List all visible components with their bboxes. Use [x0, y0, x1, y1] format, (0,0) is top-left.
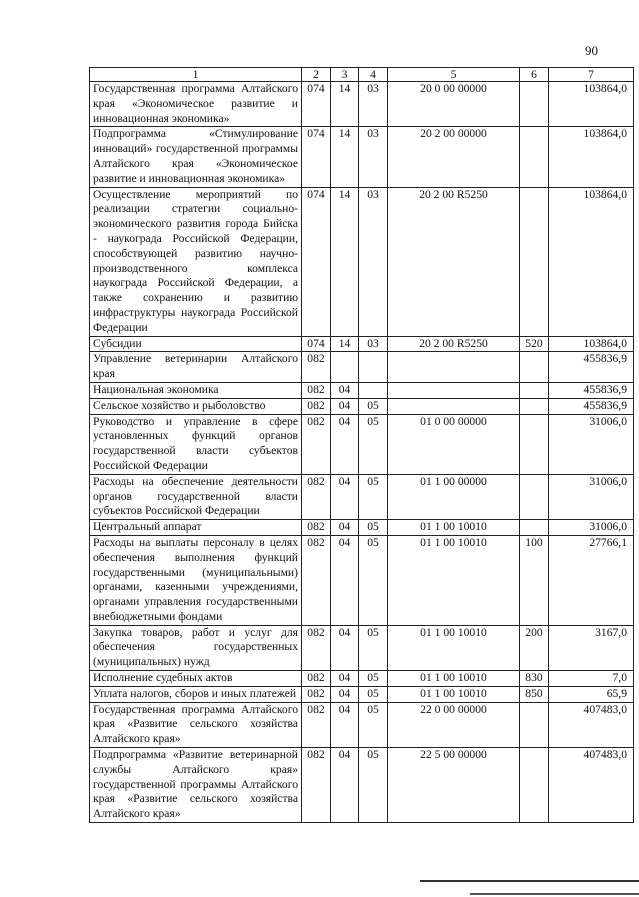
expense-type-cell: 200 [520, 625, 549, 670]
target-item-cell: 22 5 00 00000 [388, 748, 520, 823]
section-code-cell: 14 [331, 336, 359, 352]
expense-type-cell [520, 702, 549, 747]
table-row [90, 336, 634, 352]
expense-type-cell [520, 187, 549, 336]
expense-type-cell: 520 [520, 336, 549, 352]
target-item-cell: 22 0 00 00000 [388, 702, 520, 747]
target-item-cell: 20 2 00 R5250 [388, 336, 520, 352]
table-row [90, 474, 634, 519]
section-code-cell: 04 [331, 625, 359, 670]
amount-cell: 31006,0 [549, 474, 634, 519]
expense-type-cell [520, 474, 549, 519]
admin-code-cell: 074 [302, 187, 331, 336]
amount-cell: 407483,0 [549, 702, 634, 747]
section-code-cell: 04 [331, 535, 359, 625]
admin-code-cell: 082 [302, 535, 331, 625]
target-item-cell: 01 1 00 10010 [388, 625, 520, 670]
admin-code-cell: 082 [302, 414, 331, 474]
section-code-cell: 14 [331, 127, 359, 187]
section-code-cell: 04 [331, 414, 359, 474]
expense-type-cell [520, 398, 549, 414]
row-name-cell: Центральный аппарат [90, 520, 302, 536]
subsection-code-cell: 03 [359, 187, 388, 336]
target-item-cell: 20 0 00 00000 [388, 82, 520, 127]
expense-type-cell: 830 [520, 671, 549, 687]
amount-cell: 3167,0 [549, 625, 634, 670]
section-code-cell [331, 352, 359, 383]
row-name-cell: Уплата налогов, сборов и иных платежей [90, 686, 302, 702]
expense-type-cell [520, 414, 549, 474]
target-item-cell: 01 1 00 10010 [388, 686, 520, 702]
expense-type-cell [520, 748, 549, 823]
row-name-cell: Национальная экономика [90, 382, 302, 398]
admin-code-cell: 082 [302, 625, 331, 670]
amount-cell: 27766,1 [549, 535, 634, 625]
subsection-code-cell: 05 [359, 535, 388, 625]
target-item-cell: 20 2 00 00000 [388, 127, 520, 187]
admin-code-cell: 082 [302, 382, 331, 398]
row-name-cell: Сельское хозяйство и рыболовство [90, 398, 302, 414]
subsection-code-cell: 05 [359, 671, 388, 687]
target-item-cell [388, 352, 520, 383]
amount-cell: 31006,0 [549, 414, 634, 474]
admin-code-cell: 082 [302, 398, 331, 414]
amount-cell: 7,0 [549, 671, 634, 687]
scan-edge-line [470, 893, 639, 895]
admin-code-cell: 082 [302, 352, 331, 383]
section-code-cell: 04 [331, 748, 359, 823]
expense-type-cell [520, 127, 549, 187]
header-cell: 3 [331, 68, 359, 82]
section-code-cell: 04 [331, 474, 359, 519]
subsection-code-cell: 03 [359, 82, 388, 127]
row-name-cell: Осуществление мероприятий по реализации стратегии социально-экономического развития города Бийска - наукограда Российской Федерации, способствующей развитию научно-производственного комплекса наукограда Российской Федерации, а также сохранению и развитию инфраструктуры наукограда Российской Федерации [90, 187, 302, 336]
subsection-code-cell: 05 [359, 414, 388, 474]
table-row [90, 520, 634, 536]
subsection-code-cell: 05 [359, 474, 388, 519]
header-cell: 4 [359, 68, 388, 82]
amount-cell: 407483,0 [549, 748, 634, 823]
subsection-code-cell: 05 [359, 625, 388, 670]
row-name-cell: Закупка товаров, работ и услуг для обеспечения государственных (муниципальных) нужд [90, 625, 302, 670]
table-row [90, 82, 634, 127]
subsection-code-cell: 03 [359, 336, 388, 352]
expense-type-cell [520, 382, 549, 398]
admin-code-cell: 074 [302, 336, 331, 352]
amount-cell: 455836,9 [549, 352, 634, 383]
admin-code-cell: 082 [302, 686, 331, 702]
row-name-cell: Руководство и управление в сфере установленных функций органов государственной власти субъектов Российской Федерации [90, 414, 302, 474]
row-name-cell: Управление ветеринарии Алтайского края [90, 352, 302, 383]
subsection-code-cell [359, 352, 388, 383]
amount-cell: 455836,9 [549, 382, 634, 398]
table-row [90, 671, 634, 687]
page-number: 90 [585, 43, 598, 58]
subsection-code-cell: 05 [359, 686, 388, 702]
admin-code-cell: 074 [302, 82, 331, 127]
scan-edge-line [420, 880, 639, 882]
row-name-cell: Субсидии [90, 336, 302, 352]
admin-code-cell: 074 [302, 127, 331, 187]
subsection-code-cell: 05 [359, 520, 388, 536]
expense-type-cell [520, 520, 549, 536]
target-item-cell: 01 1 00 10010 [388, 520, 520, 536]
admin-code-cell: 082 [302, 520, 331, 536]
amount-cell: 103864,0 [549, 127, 634, 187]
section-code-cell: 04 [331, 702, 359, 747]
section-code-cell: 04 [331, 382, 359, 398]
row-name-cell: Расходы на обеспечение деятельности органов государственной власти субъектов Российской Федерации [90, 474, 302, 519]
table-row [90, 748, 634, 823]
target-item-cell [388, 398, 520, 414]
admin-code-cell: 082 [302, 474, 331, 519]
header-cell: 6 [520, 68, 549, 82]
section-code-cell: 04 [331, 398, 359, 414]
amount-cell: 103864,0 [549, 336, 634, 352]
subsection-code-cell: 05 [359, 748, 388, 823]
target-item-cell: 01 1 00 00000 [388, 474, 520, 519]
row-name-cell: Подпрограмма «Стимулирование инноваций» государственной программы Алтайского края «Экономическое развитие и инновационная экономика» [90, 127, 302, 187]
header-cell: 2 [302, 68, 331, 82]
target-item-cell [388, 382, 520, 398]
table-row [90, 702, 634, 747]
admin-code-cell: 082 [302, 671, 331, 687]
table-header-row [90, 68, 634, 82]
target-item-cell: 01 0 00 00000 [388, 414, 520, 474]
row-name-cell: Государственная программа Алтайского края «Экономическое развитие и инновационная экономика» [90, 82, 302, 127]
subsection-code-cell [359, 382, 388, 398]
table-row [90, 352, 634, 383]
table-row [90, 414, 634, 474]
target-item-cell: 20 2 00 R5250 [388, 187, 520, 336]
expense-type-cell: 100 [520, 535, 549, 625]
section-code-cell: 04 [331, 520, 359, 536]
table-row [90, 187, 634, 336]
amount-cell: 31006,0 [549, 520, 634, 536]
table-row [90, 127, 634, 187]
expense-type-cell: 850 [520, 686, 549, 702]
table-row [90, 686, 634, 702]
subsection-code-cell: 05 [359, 398, 388, 414]
header-cell: 7 [549, 68, 634, 82]
amount-cell: 103864,0 [549, 187, 634, 336]
header-cell: 5 [388, 68, 520, 82]
section-code-cell: 04 [331, 671, 359, 687]
section-code-cell: 04 [331, 686, 359, 702]
table-row [90, 625, 634, 670]
row-name-cell: Исполнение судебных актов [90, 671, 302, 687]
budget-table [89, 67, 634, 823]
table-row [90, 535, 634, 625]
section-code-cell: 14 [331, 187, 359, 336]
amount-cell: 103864,0 [549, 82, 634, 127]
subsection-code-cell: 05 [359, 702, 388, 747]
expense-type-cell [520, 82, 549, 127]
admin-code-cell: 082 [302, 748, 331, 823]
row-name-cell: Подпрограмма «Развитие ветеринарной службы Алтайского края» государственной программы Алтайского края «Развитие сельского хозяйства Алтайского края» [90, 748, 302, 823]
admin-code-cell: 082 [302, 702, 331, 747]
section-code-cell: 14 [331, 82, 359, 127]
expense-type-cell [520, 352, 549, 383]
row-name-cell: Государственная программа Алтайского края «Развитие сельского хозяйства Алтайского края» [90, 702, 302, 747]
row-name-cell: Расходы на выплаты персоналу в целях обеспечения выполнения функций государственными (муниципальными) органами, казенными учреждениями, органами управления государственными внебюджетными фондами [90, 535, 302, 625]
amount-cell: 65,9 [549, 686, 634, 702]
table-row [90, 382, 634, 398]
amount-cell: 455836,9 [549, 398, 634, 414]
header-cell: 1 [90, 68, 302, 82]
target-item-cell: 01 1 00 10010 [388, 671, 520, 687]
target-item-cell: 01 1 00 10010 [388, 535, 520, 625]
subsection-code-cell: 03 [359, 127, 388, 187]
table-row [90, 398, 634, 414]
